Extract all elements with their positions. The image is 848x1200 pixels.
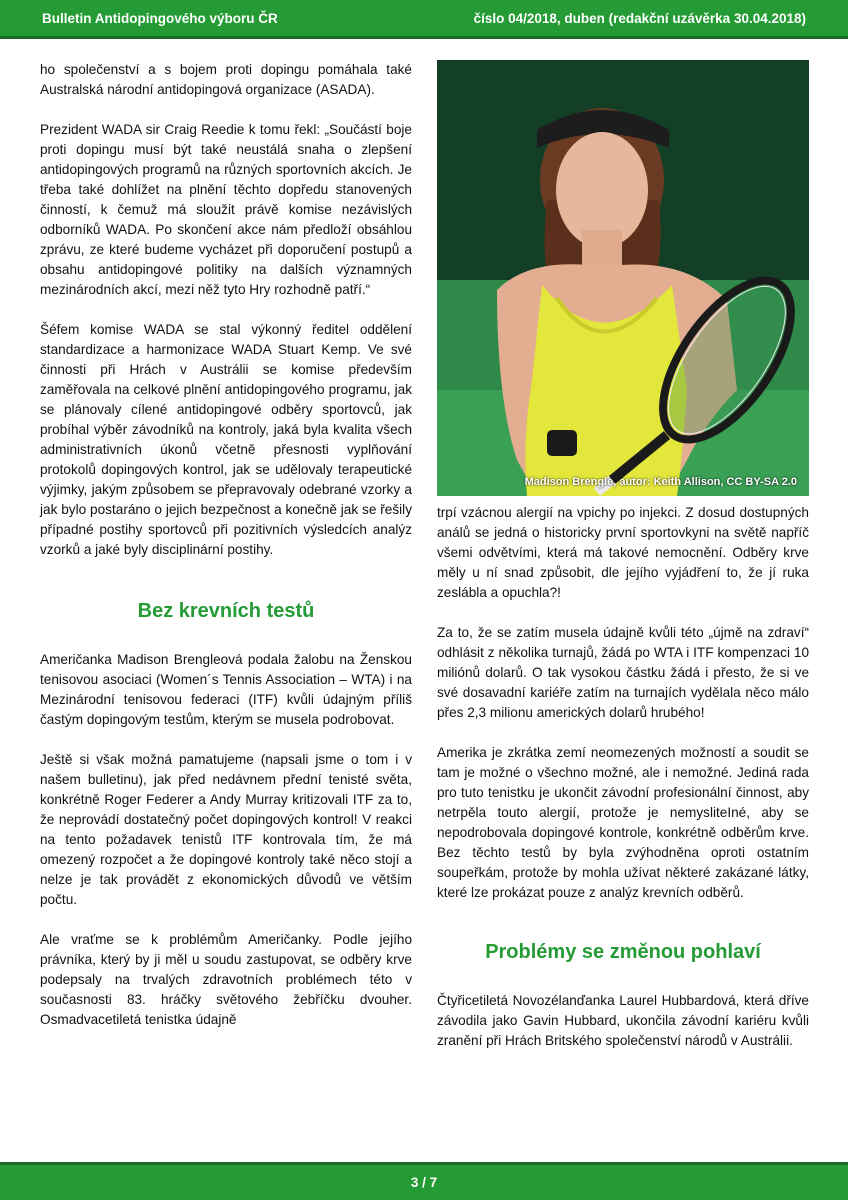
paragraph: Ale vraťme se k problémům Američanky. Podle jejího právníka, který by ji měl u soudu zastupovat, se odběry krve podepsaly na trvalých zdravotních problémech této v současnosti 83. hráčky světového žebříčku dvouher. Osmadvacetiletá tenistka údajně — [40, 932, 412, 1027]
paragraph: Američanka Madison Brengleová podala žalobu na Ženskou tenisovou asociaci (Women´s Tennis Association – WTA) i na Mezinárodní tenisovou federaci (ITF) kvůli údajným příliš častým dopingovým testům, kterým se musela podrobovat. — [40, 652, 412, 727]
paragraph: trpí vzácnou alergií na vpichy po injekci. Z dosud dostupných análů se jedná o historicky první sportovkyni na světě napříč všemi odvětvími, která má takové nemocnění. Odběry krve měly u ní snad způsobit, dle jejího vyjádření to, že jí ruka zeslábla a opuchla?! — [437, 505, 809, 600]
photo-illustration — [437, 60, 809, 496]
paragraph: Za to, že se zatím musela údajně kvůli této „újmě na zdraví“ odhlásit z několika turnajů, žádá po WTA i ITF kompenzaci 10 miliónů dolarů. O tak vysokou částku žádá i přesto, že si ve své dosavadní kariéře zatím na turnajích vydělala něco málo přes 2,3 milionu amerických dolarů hrubého! — [437, 625, 809, 720]
paragraph: Amerika je zkrátka zemí neomezených možností a soudit se tam je možné o všechno možné, ale i nemožné. Jediná rada pro tuto tenistku je ukončit závodní profesionální činnost, aby netrpěla touto alergií, protože je nemysliteIné, aby se nepodrobovala dopingové kontrole, konkrétně odběrům krve. Bez těchto testů by byla zvýhodněna oproti ostatním soupeřkám, protože by mohla užívat některé zakázané látky, které lze prokázat pouze z analýz krevních odběrů. — [437, 745, 809, 900]
bulletin-title: Bulletin Antidopingového výboru ČR — [42, 11, 278, 26]
issue-info: číslo 04/2018, duben (redakční uzávěrka 30.04.2018) — [473, 11, 806, 26]
photo-caption: Madison Brengle, autor: Keith Allison, CC BY-SA 2.0 — [524, 476, 797, 488]
section-heading: Problémy se změnou pohlaví — [485, 941, 761, 963]
tennis-player-photo — [437, 60, 809, 496]
page-number: 3 / 7 — [410, 1175, 438, 1190]
section-heading: Bez krevních testů — [137, 600, 315, 622]
paragraph: Šéfem komise WADA se stal výkonný ředitel oddělení standardizace a harmonizace WADA Stuart Kemp. Ve své činnosti při Hrách v Austrálii se komise především zaměřovala na celkové plnění antidopingového programu, jak se plánovaly cílené antidopingové odběry sportovců, jak probíhal výběr závodníků na kontroly, jaká byla kvalita všech administrativních úkonů včetně přesnosti vyplňování protokolů dopingových kontrol, jak se udělovaly terapeutické výjimky, jakým způsobem se přepravovaly odebrané vzorky a jak bylo postaráno o jejich bezpečnost a konečně jak se řešily případné postihy sportovců při pozitivních výsledcích analýz vzorků a jaké byly disciplinární postihy. — [40, 322, 412, 557]
paragraph: Čtyřicetiletá Novozélanďanka Laurel Hubbardová, která dříve závodila jako Gavin Hubbard, ukončila závodní kariéru kvůli zranění při Hrách Britského společenství národů v Austrálii. — [437, 993, 809, 1048]
paragraph: Ještě si však možná pamatujeme (napsali jsme o tom i v našem bulletinu), jak před nedávnem přední tenisté světa, konkrétně Roger Federer a Andy Murray kritizovali ITF za to, že neprovádí dostatečný počet dopingových kontrol! V reakci na tento požadavek tenistů ITF kontrovala tím, že má omezený rozpočet a že dopingové kontroly také něco stojí a nelze je tak provádět z ekonomických důvodů ve větším počtu. — [40, 752, 412, 907]
right-column — [437, 503, 809, 1051]
left-column — [40, 60, 412, 1030]
paragraph: Prezident WADA sir Craig Reedie k tomu řekl: „Součástí boje proti dopingu musí být také neustálá snaha o zlepšení antidopingových programů na různých sportovních akcích. Je třeba také dohlížet na plnění těchto dopředu stanovených činností, k čemuž má sloužit právě komise nezávislých odborníků WADA. Po skončení akce nám předloží obsáhlou zprávu, ze které budeme vycházet při doporučení postupů a obsahu antidopingové politiky na dalších významných mezinárodních akcí, mezi něž tyto Hry rozhodně patří.“ — [40, 122, 412, 297]
page-header — [0, 0, 848, 39]
page-footer — [0, 1162, 848, 1200]
paragraph: ho společenství a s bojem proti dopingu pomáhala také Australská národní antidopingová organizace (ASADA). — [40, 62, 412, 97]
